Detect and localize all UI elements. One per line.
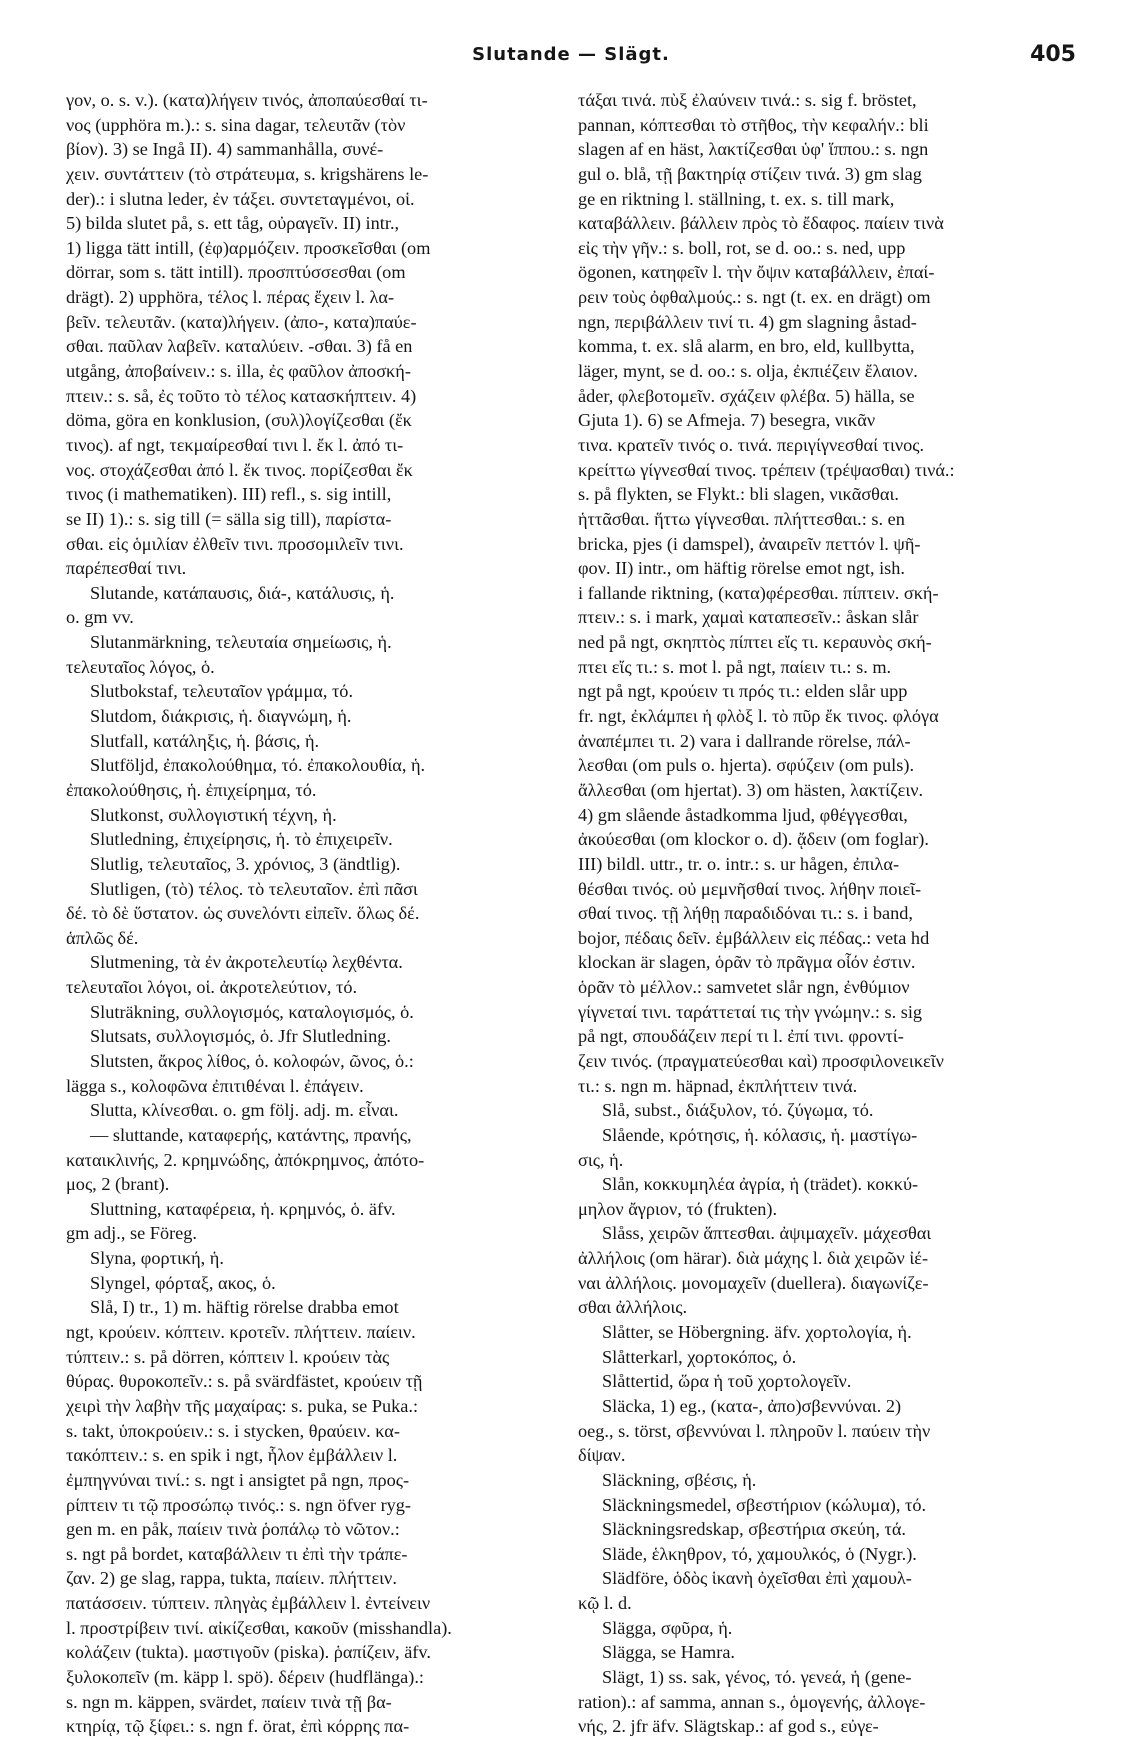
text-line: Slå, subst., διάξυλον, τό. ζύγωμα, τό.: [602, 1100, 874, 1121]
right-column: [578, 88, 1078, 1739]
text-line: Slåtter, se Höbergning. äfv. χορτολογία, ἡ.: [602, 1322, 912, 1343]
text-line: i fallande riktning, (κατα)φέρεσθαι. πίπτειν. σκή-: [578, 582, 939, 603]
text-line: ngt på ngt, κρούειν τι πρός τι.: elden slår upp: [578, 681, 908, 702]
text-line: πτειν.: s. i mark, χαμαὶ καταπεσεῖν.: åskan slår: [578, 607, 919, 628]
text-line: läger, mynt, se d. oo.: s. olja, ἐκπιέζειν ἔλαιον.: [578, 361, 918, 382]
text-line: ration).: af samma, annan s., ὁμογενής, ἀλλογε-: [578, 1691, 926, 1712]
text-line: gm adj., se Föreg.: [66, 1223, 197, 1244]
text-line: ἐμπηγνύναι τινί.: s. ngt i ansigtet på ngn, προς-: [66, 1469, 410, 1490]
text-line: drägt). 2) upphöra, τέλος l. πέρας ἔχειν l. λα-: [66, 287, 395, 308]
text-line: καταικλινής, 2. κρημνώδης, ἀπόκρημνος, ἀπότο-: [66, 1149, 425, 1170]
text-line: Släckningsmedel, σβεστήριον (κώλυμα), τό.: [602, 1494, 927, 1515]
text-line: 4) gm slående åstadkomma ljud, φθέγγεσθαι,: [578, 804, 908, 825]
text-line: καταβάλλειν. βάλλειν πρὸς τὸ ἔδαφος. παίειν τινὰ: [578, 213, 944, 234]
text-line: bricka, pjes (i damspel), ἀναιρεῖν πεττόν l. ψῆ-: [578, 533, 921, 554]
text-line: κρείττω γίγνεσθαί τινος. τρέπειν (τρέψασθαι) τινά.:: [578, 459, 955, 480]
text-line: Slutbokstaf, τελευταῖον γράμμα, τό.: [90, 681, 354, 702]
text-line: l. προστρίβειν τινί. αἰκίζεσθαι, κακοῦν (misshandla).: [66, 1617, 452, 1638]
text-line: Slägga, σφῦρα, ἡ.: [602, 1617, 733, 1638]
text-line: Slyna, φορτική, ἡ.: [90, 1248, 224, 1269]
text-line: Slutsten, ἄκρος λίθος, ὁ. κολοφών, ῶνος, ὁ.:: [90, 1050, 414, 1071]
text-line: κῷ l. d.: [578, 1593, 632, 1614]
text-line: Slutanmärkning, τελευταία σημείωσις, ἡ.: [90, 632, 392, 653]
text-line: τάξαι τινά. πὺξ ἐλαύνειν τινά.: s. sig f. bröstet,: [578, 90, 917, 110]
text-line: 5) bilda slutet på, s. ett tåg, οὐραγεῖν. II) intr.,: [66, 213, 400, 234]
text-line: gen m. en påk, παίειν τινὰ ῥοπάλῳ τὸ νῶτον.:: [66, 1519, 400, 1540]
text-line: ἐπακολούθησις, ἡ. ἐπιχείρημα, τό.: [66, 779, 317, 800]
text-line: σθαι. παῦλαν λαβεῖν. καταλύειν. -σθαι. 3) få en: [66, 336, 413, 357]
text-line: πτει εἴς τι.: s. mot l. på ngt, παίειν τι.: s. m.: [578, 656, 892, 677]
text-line: se II) 1).: s. sig till (= sälla sig till), παρίστα-: [66, 508, 392, 529]
text-line: åder, φλεβοτομεῖν. σχάζειν φλέβα. 5) hälla, se: [578, 385, 915, 406]
text-line: Släcka, 1) eg., (κατα-, ἀπο)σβεννύναι. 2): [602, 1395, 902, 1416]
text-line: ρειν τοὺς ὀφθαλμούς.: s. ngt (t. ex. en drägt) om: [578, 287, 931, 308]
text-line: bojor, πέδαις δεῖν. ἐμβάλλειν εἰς πέδας.: veta hd: [578, 927, 930, 948]
text-line: δέ. τὸ δὲ ὕστατον. ὡς συνελόντι εἰπεῖν. ὅλως δέ.: [66, 903, 420, 924]
text-line: Slutföljd, ἐπακολούθημα, τό. ἐπακολουθία, ἡ.: [90, 755, 426, 776]
text-line: Slyngel, φόρταξ, ακος, ὁ.: [90, 1272, 276, 1293]
text-line: III) bildl. uttr., tr. o. intr.: s. ur hågen, ἐπιλα-: [578, 853, 900, 874]
text-line: σθαι ἀλλήλοις.: [578, 1297, 688, 1318]
text-line: Slutmening, τὰ ἐν ἀκροτελευτίῳ λεχθέντα.: [90, 952, 403, 973]
text-line: ge en riktning l. ställning, t. ex. s. till mark,: [578, 188, 895, 209]
text-line: νος. στοχάζεσθαι ἀπό l. ἔκ τινος. πορίζεσθαι ἔκ: [66, 459, 413, 480]
text-line: oeg., s. törst, σβεννύναι l. πληροῦν l. παύειν τὴν: [578, 1420, 931, 1441]
text-line: δίψαν.: [578, 1445, 626, 1466]
text-line: Slägga, se Hamra.: [602, 1642, 736, 1663]
text-line: Slutligen, (τὸ) τέλος. τὸ τελευταῖον. ἐπὶ πᾶσι: [90, 878, 418, 899]
text-line: Släckning, σβέσις, ἡ.: [602, 1469, 757, 1490]
text-line: μηλον ἄγριον, τό (frukten).: [578, 1198, 778, 1219]
left-column: [66, 88, 568, 1739]
text-line: τινος). af ngt, τεκμαίρεσθαί τινι l. ἔκ l. ἀπό τι-: [66, 434, 404, 455]
text-line: πτειν.: s. så, ἐς τοῦτο τὸ τέλος κατασκήπτειν. 4): [66, 385, 417, 406]
text-line: Slutkonst, συλλογιστική τέχνη, ἡ.: [90, 804, 337, 825]
text-line: θύρας. θυροκοπεῖν.: s. på svärdfästet, κρούειν τῇ: [66, 1371, 423, 1392]
text-line: fr. ngt, ἐκλάμπει ἡ φλὸξ l. τὸ πῦρ ἔκ τινος. φλόγα: [578, 706, 939, 727]
text-line: εἰς τὴν γῆν.: s. boll, rot, se d. oo.: s. ned, upp: [578, 237, 906, 258]
text-line: Slägt, 1) ss. sak, γένος, τό. γενεά, ἡ (gene-: [602, 1667, 912, 1687]
text-line: lägga s., κολοφῶνα ἐπιτιθέναι l. ἐπάγειν.: [66, 1075, 364, 1096]
text-line: Släckningsredskap, σβεστήρια σκεύη, τά.: [602, 1519, 906, 1540]
text-line: ned på ngt, σκηπτὸς πίπτει εἴς τι. κεραυνὸς σκή-: [578, 632, 932, 653]
text-line: τι.: s. ngn m. häpnad, ἐκπλήττειν τινά.: [578, 1075, 858, 1096]
text-line: ναι ἀλλήλοις. μονομαχεῖν (duellera). διαγωνίζε-: [578, 1272, 929, 1293]
text-line: komma, t. ex. slå alarm, en bro, eld, kullbytta,: [578, 336, 915, 357]
page-header: [66, 40, 1076, 72]
text-line: s. på flykten, se Flykt.: bli slagen, νικᾶσθαι.: [578, 484, 899, 505]
text-line: μος, 2 (brant).: [66, 1174, 170, 1195]
text-line: döma, göra en konklusion, (συλ)λογίζεσθαι (ἔκ: [66, 410, 412, 431]
text-line: ἀναπέμπει τι. 2) vara i dallrande rörelse, πάλ-: [578, 730, 911, 751]
text-line: παρέπεσθαί τινι.: [66, 558, 187, 579]
text-line: χειν. συντάττειν (τὸ στράτευμα, s. krigshärens le-: [66, 163, 429, 184]
text-line: ἄλλεσθαι (om hjertat). 3) om hästen, λακτίζειν.: [578, 779, 924, 800]
text-line: ἁπλῶς δέ.: [66, 927, 139, 948]
text-line: s. ngn m. käppen, svärdet, παίειν τινὰ τῇ βα-: [66, 1691, 392, 1712]
text-line: θέσθαι τινός. οὐ μεμνῆσθαί τινος. λήθην ποιεῖ-: [578, 878, 922, 899]
text-line: Slädföre, ὁδὸς ἱκανὴ ὀχεῖσθαι ἐπὶ χαμουλ-: [602, 1568, 912, 1589]
text-line: τελευταῖοι λόγοι, οἱ. ἀκροτελεύτιον, τό.: [66, 977, 358, 998]
text-line: τύπτειν.: s. på dörren, κόπτειν l. κρούειν τὰς: [66, 1346, 390, 1367]
text-line: — sluttande, καταφερής, κατάντης, πρανής,: [90, 1124, 412, 1145]
text-line: Gjuta 1). 6) se Afmeja. 7) besegra, νικᾶν: [578, 410, 876, 431]
text-line: Slutta, κλίνεσθαι. o. gm följ. adj. m. εἶναι.: [90, 1100, 399, 1121]
text-line: utgång, ἀποβαίνειν.: s. illa, ἐς φαῦλον ἀποσκή-: [66, 361, 411, 382]
text-line: ngn, περιβάλλειν τινί τι. 4) gm slagning åstad-: [578, 311, 917, 332]
text-line: χειρὶ τὴν λαβὴν τῆς μαχαίρας: s. puka, se Puka.:: [66, 1395, 419, 1416]
text-line: Slå, I) tr., 1) m. häftig rörelse drabba emot: [90, 1297, 399, 1318]
text-line: der).: i slutna leder, ἐν τάξει. συντεταγμένοι, οἱ.: [66, 188, 415, 209]
text-line: ögonen, κατηφεῖν l. τὴν ὄψιν καταβάλλειν, ἐπαί-: [578, 262, 935, 283]
text-line: ngt, κρούειν. κόπτειν. κροτεῖν. πλήττειν. παίειν.: [66, 1322, 416, 1343]
text-line: κολάζειν (tukta). μαστιγοῦν (piska). ῥαπίζειν, äfv.: [66, 1642, 431, 1663]
text-line: φον. II) intr., om häftig rörelse emot ngt, ish.: [578, 558, 905, 579]
text-line: βεῖν. τελευτᾶν. (κατα)λήγειν. (ἀπο-, κατα)παύε-: [66, 311, 417, 332]
text-line: τινα. κρατεῖν τινός o. τινά. περιγίγνεσθαί τινος.: [578, 434, 925, 455]
text-line: κτηρίᾳ, τῷ ξίφει.: s. ngn f. örat, ἐπὶ κόρρης πα-: [66, 1716, 410, 1737]
text-line: på ngt, σπουδάζειν περί τι l. ἐπί τινι. φροντί-: [578, 1026, 904, 1047]
text-line: πατάσσειν. τύπτειν. πληγὰς ἐμβάλλειν l. ἐντείνειν: [66, 1593, 431, 1614]
text-line: βίον). 3) se Ingå II). 4) sammanhålla, συνέ-: [66, 139, 384, 160]
text-line: γον, o. s. v.). (κατα)λήγειν τινός, ἀποπαύεσθαί τι-: [66, 90, 428, 110]
text-line: Slån, κοκκυμηλέα ἀγρία, ἡ (trädet). κοκκύ-: [602, 1174, 919, 1195]
text-line: σθαί τινος. τῇ λήθῃ παραδιδόναι τι.: s. i band,: [578, 903, 913, 924]
text-line: ζειν τινός. (πραγματεύεσθαι καὶ) προσφιλονεικεῖν: [578, 1050, 944, 1071]
text-line: slagen af en häst, λακτίζεσθαι ὑφ' ἵππου.: s. ngn: [578, 139, 929, 160]
text-line: Sluträkning, συλλογισμός, καταλογισμός, ὁ.: [90, 1001, 414, 1022]
text-line: λεσθαι (om puls o. hjerta). σφύζειν (om puls).: [578, 755, 915, 776]
page-number: 405: [1030, 42, 1076, 67]
text-line: τινος (i mathematiken). III) refl., s. sig intill,: [66, 484, 392, 505]
text-line: τακόπτειν.: s. en spik i ngt, ἧλον ἐμβάλλειν l.: [66, 1445, 398, 1466]
text-line: τελευταῖος λόγος, ὁ.: [66, 656, 215, 677]
text-line: s. takt, ὑποκρούειν.: s. i stycken, θραύειν. κα-: [66, 1420, 400, 1441]
text-line: Släde, ἑλκηθρον, τό, χαμουλκός, ὁ (Nygr.).: [602, 1543, 917, 1564]
text-line: Slåss, χειρῶν ἅπτεσθαι. ἀψιμαχεῖν. μάχεσθαι: [602, 1223, 932, 1244]
text-line: Slutsats, συλλογισμός, ὁ. Jfr Slutledning.: [90, 1026, 391, 1047]
text-line: 1) ligga tätt intill, (ἐφ)αρμόζειν. προσκεῖσθαι (om: [66, 237, 431, 258]
text-line: σις, ἡ.: [578, 1149, 624, 1170]
text-line: Slående, κρότησις, ἡ. κόλασις, ἡ. μαστίγω-: [602, 1124, 918, 1145]
text-line: ρίπτειν τι τῷ προσώπῳ τινός.: s. ngn öfver ryg-: [66, 1494, 412, 1515]
text-line: Sluttning, καταφέρεια, ἡ. κρημνός, ὁ. äfv.: [90, 1198, 396, 1219]
text-line: o. gm vv.: [66, 607, 134, 628]
text-line: σθαι. εἰς ὁμιλίαν ἐλθεῖν τινι. προσομιλεῖν τινι.: [66, 533, 404, 554]
text-line: s. ngt på bordet, καταβάλλειν τι ἐπὶ τὴν τράπε-: [66, 1543, 408, 1564]
text-line: Slutdom, διάκρισις, ἡ. διαγνώμη, ἡ.: [90, 706, 352, 727]
text-line: νής, 2. jfr äfv. Slägtskap.: af god s., εὐγε-: [578, 1716, 879, 1737]
text-line: ἀλλήλοις (om härar). διὰ μάχης l. διὰ χειρῶν ἰέ-: [578, 1248, 929, 1269]
text-line: klockan är slagen, ὁρᾶν τὸ πρᾶγμα οἷόν ἐστιν.: [578, 952, 916, 973]
text-line: Slutlig, τελευταῖος, 3. χρόνιος, 3 (ändtlig).: [90, 853, 401, 874]
text-line: Slutledning, ἐπιχείρησις, ἡ. τὸ ἐπιχειρεῖν.: [90, 829, 393, 850]
text-line: γίγνεταί τινι. ταράττεταί τις τὴν γνώμην.: s. sig: [578, 1001, 923, 1022]
text-line: ζαν. 2) ge slag, rappa, tukta, παίειν. πλήττειν.: [66, 1568, 397, 1589]
text-line: νος (upphöra m.).: s. sina dagar, τελευτᾶν (τὸν: [66, 114, 406, 135]
text-line: ξυλοκοπεῖν (m. käpp l. spö). δέρειν (hudflänga).:: [66, 1667, 424, 1687]
text-line: Slåtterkarl, χορτοκόπος, ὁ.: [602, 1346, 797, 1367]
text-line: pannan, κόπτεσθαι τὸ στῆθος, τὴν κεφαλήν.: bli: [578, 114, 929, 135]
running-head: Slutande — Slägt.: [472, 44, 670, 65]
text-line: ὁρᾶν τὸ μέλλον.: samvetet slår ngn, ἐνθύμιον: [578, 977, 910, 998]
text-line: Slåttertid, ὥρα ἡ τοῦ χορτολογεῖν.: [602, 1371, 852, 1392]
text-line: Slutande, κατάπαυσις, διά-, κατάλυσις, ἡ.: [90, 582, 395, 603]
text-line: ἡττᾶσθαι. ἥττω γίγνεσθαι. πλήττεσθαι.: s. en: [578, 508, 905, 529]
text-line: Slutfall, κατάληξις, ἡ. βάσις, ἡ.: [90, 730, 320, 751]
text-line: dörrar, som s. tätt intill). προσπτύσσεσθαι (om: [66, 262, 406, 283]
text-line: ἀκούεσθαι (om klockor o. d). ᾄδειν (om foglar).: [578, 829, 929, 850]
text-line: gul o. blå, τῇ βακτηρίᾳ στίζειν τινά. 3) gm slag: [578, 163, 922, 184]
